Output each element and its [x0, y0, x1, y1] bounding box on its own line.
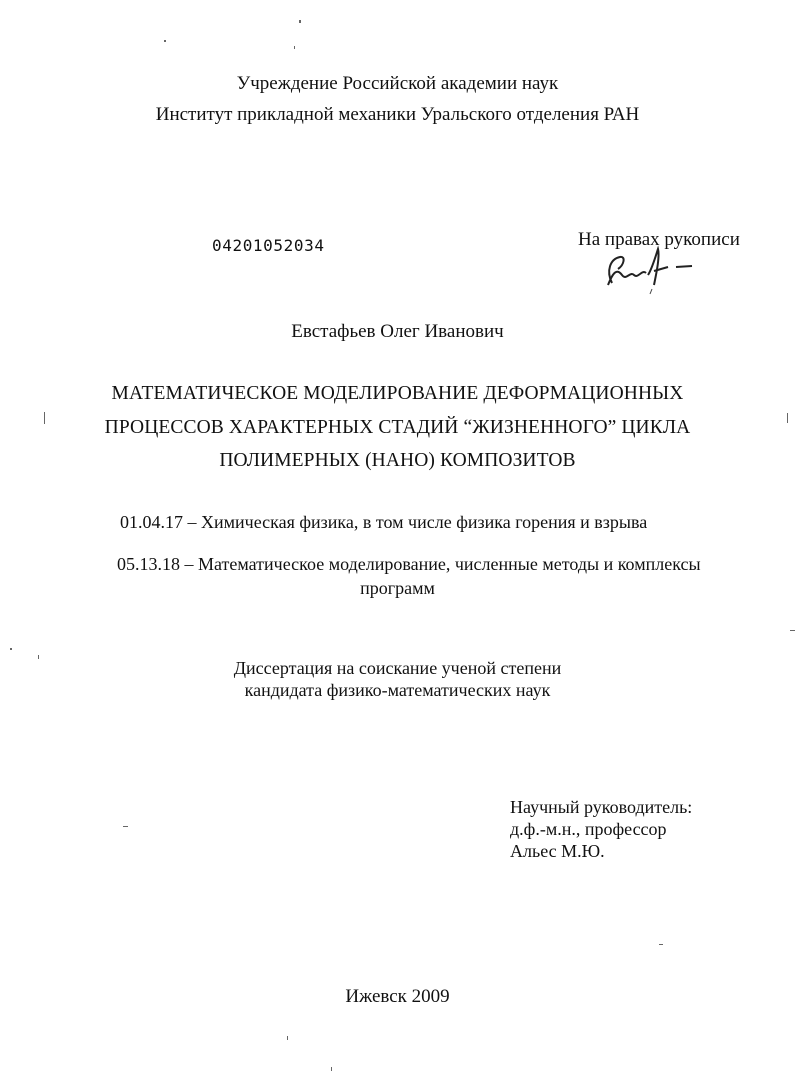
city-year: Ижевск 2009: [345, 986, 450, 1007]
supervisor-name: Альес М.Ю.: [510, 841, 605, 861]
scan-speck: [787, 413, 788, 423]
specialty-2-line-2: программ: [360, 578, 435, 598]
manuscript-rights-label: На правах рукописи: [578, 229, 740, 250]
scan-speck: [164, 40, 166, 42]
institute-name: Институт прикладной механики Уральского отделения РАН: [155, 104, 640, 125]
title-line-2: ПРОЦЕССОВ ХАРАКТЕРНЫХ СТАДИЙ “ЖИЗНЕННОГО” ЦИКЛА: [104, 417, 691, 438]
scan-speck: [44, 412, 45, 424]
institution-name: Учреждение Российской академии наук: [236, 73, 559, 94]
scan-speck: [294, 46, 295, 49]
scan-speck: [790, 630, 795, 631]
scan-speck: [123, 826, 128, 827]
scan-speck: [287, 1036, 288, 1040]
inventory-number: 04201052034: [212, 236, 325, 255]
degree-line-2: кандидата физико-математических наук: [244, 680, 551, 700]
scan-speck: [299, 20, 301, 23]
signature-image: [598, 245, 708, 297]
specialty-2-line-1: 05.13.18 – Математическое моделирование, численные методы и комплексы: [117, 554, 701, 574]
scan-speck: [10, 648, 12, 650]
scan-speck: [331, 1067, 332, 1071]
specialty-1: 01.04.17 – Химическая физика, в том числе физика горения и взрыва: [120, 512, 648, 532]
title-line-1: МАТЕМАТИЧЕСКОЕ МОДЕЛИРОВАНИЕ ДЕФОРМАЦИОННЫХ: [111, 383, 684, 404]
supervisor-title: д.ф.-м.н., профессор: [510, 819, 667, 839]
title-line-3: ПОЛИМЕРНЫХ (НАНО) КОМПОЗИТОВ: [219, 450, 576, 471]
supervisor-role: Научный руководитель:: [510, 797, 693, 817]
scan-speck: [659, 944, 663, 945]
degree-line-1: Диссертация на соискание ученой степени: [233, 658, 562, 678]
scan-speck: [38, 655, 39, 659]
author-name: Евстафьев Олег Иванович: [291, 321, 504, 342]
